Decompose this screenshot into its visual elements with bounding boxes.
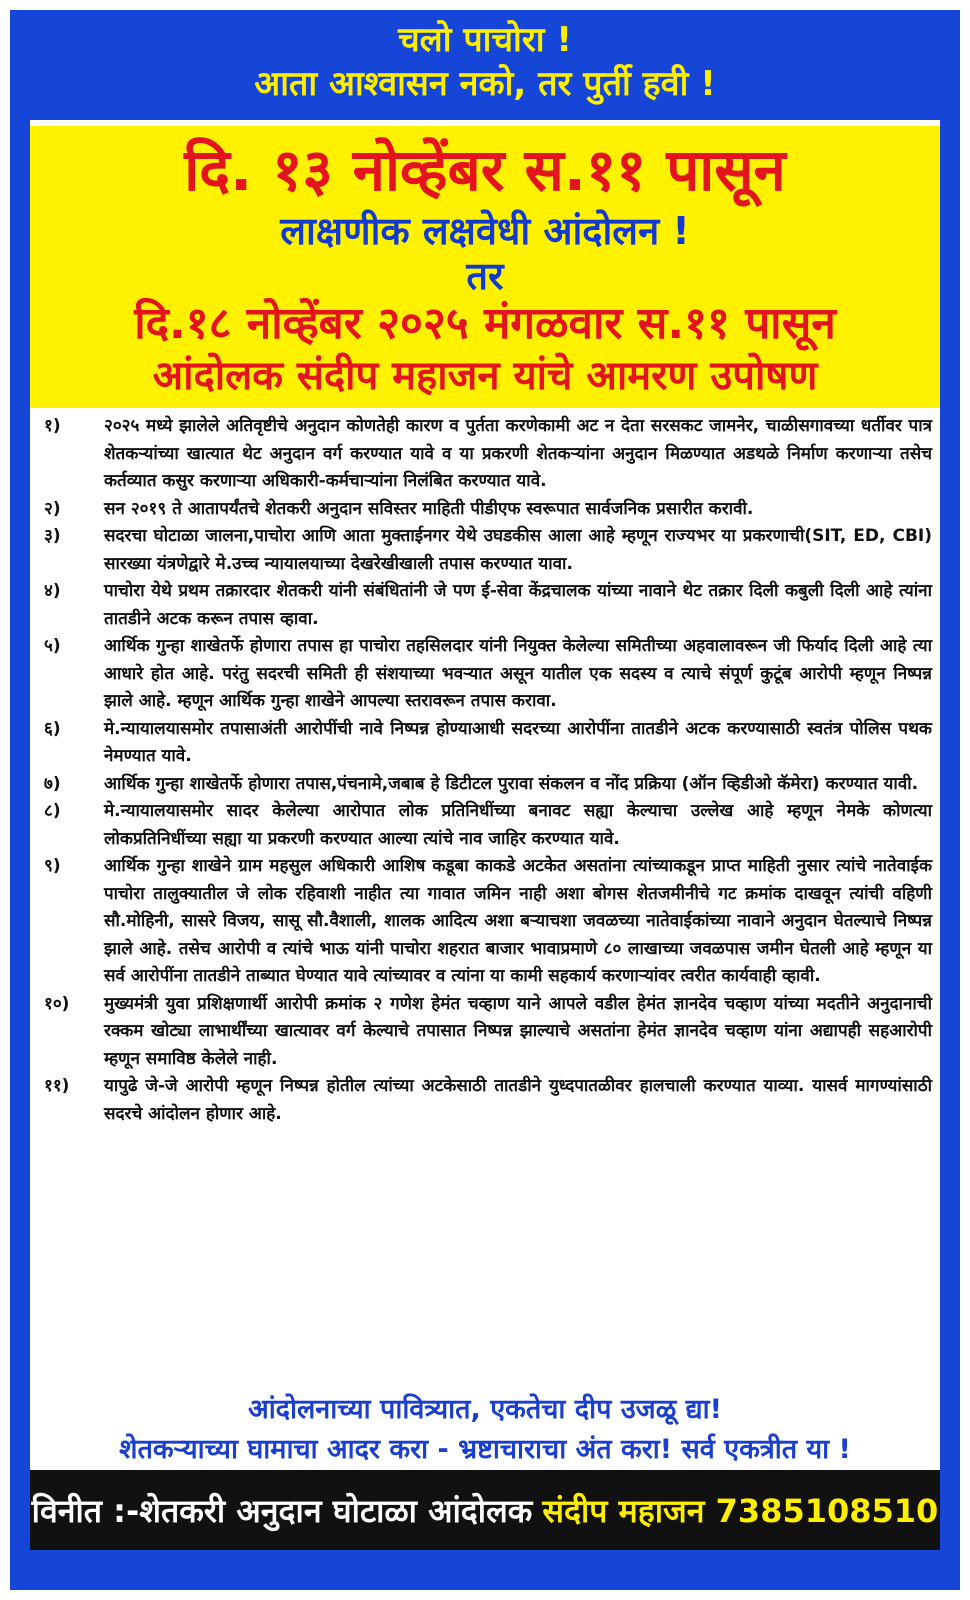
item-number: ६) <box>44 718 61 739</box>
list-item <box>36 523 936 578</box>
item-text: सदरचा घोटाळा जालना,पाचोरा आणि आता मुक्ताईनगर येथे उघडकीस आला आहे म्हणून राज्यभर या प्रकरणाची(SIT, ED, CBI) सारख्या यंत्रणेद्वारे मे.उच्च न्यायालयाच्या देखरेखीखाली तपास करण्यात यावा. <box>104 526 932 574</box>
item-number: ११) <box>44 1076 70 1096</box>
list-item <box>36 853 936 991</box>
list-item <box>36 771 936 799</box>
header-line-1: चलो पाचोरा ! <box>398 20 572 60</box>
list-item <box>36 1073 936 1128</box>
list-item <box>36 633 936 716</box>
demands-list <box>36 413 936 1128</box>
banner-then: तर <box>466 254 504 298</box>
list-item <box>36 578 936 633</box>
item-text: सन २०१९ ते आतापर्यंतचे शेतकरी अनुदान सविस्तर माहिती पीडीएफ स्वरूपात सार्वजनिक प्रसारीत करावी. <box>104 498 754 519</box>
list-item <box>36 413 936 496</box>
footer-signature <box>30 1470 940 1550</box>
footer-name-phone: संदीप महाजन 7385108510 <box>542 1491 939 1530</box>
banner-hunger-strike: आंदोलक संदीप महाजन यांचे आमरण उपोषण <box>152 353 818 399</box>
item-number: २) <box>44 498 61 519</box>
list-item <box>36 991 936 1074</box>
slogan-line-1: आंदोलनाच्या पावित्र्यात, एकतेचा दीप उजळू द्या! <box>248 1394 722 1425</box>
banner-date-2: दि.१८ नोव्हेंबर २०२५ मंगळवार स.११ पासून <box>134 298 836 349</box>
item-text: आर्थिक गुन्हा शाखेतर्फे होणारा तपास,पंचनामे,जबाब हे डिटीटल पुरावा संकलन व नोंद प्रक्रिया (ऑन व्हिडीओ कॅमेरा) करण्यात यावी. <box>104 773 919 794</box>
header-line-2: आता आश्वासन नको, तर पुर्ती हवी ! <box>254 64 716 104</box>
list-item <box>36 496 936 524</box>
poster-header <box>0 18 970 106</box>
item-text: आर्थिक गुन्हा शाखेतर्फे होणारा तपास हा पाचोरा तहसिलदार यांनी नियुक्त केलेल्या समितीच्या अहवालावरून जी फिर्याद दिली आहे त्या आधारे होत आहे. परंतु सदरची समिती ही संशयाच्या भवऱ्यात असून यातील एक सदस्य व त्याचे संपूर्ण कुटूंब आरोपी म्हणून निष्पन्न झाले आहे. म्हणून आर्थिक गुन्हा शाखेने आपल्या स्तरावरून तपास करावा. <box>104 636 932 711</box>
list-item <box>36 716 936 771</box>
item-text: मुख्यमंत्री युवा प्रशिक्षणार्थी आरोपी क्रमांक २ गणेश हेमंत चव्हाण याने आपले वडील हेमंत ज्ञानदेव चव्हाण यांच्या मदतीने अनुदानाची रक्कम खोट्या लाभार्थींच्या खात्यावर वर्ग केल्याचे तपासात निष्पन्न झाल्याचे असतांना हेमंत ज्ञानदेव चव्हाण यांना अद्यापही सहआरोपी म्हणून समाविष्ठ केलेले नाही. <box>104 993 932 1069</box>
item-text: पाचोरा येथे प्रथम तक्रारदार शेतकरी यांनी संबंधितांनी जे पण ई-सेवा केंद्रचालक यांच्या नावाने थेट तक्रार दिली कबुली दिली आहे त्यांना तातडीने अटक करून तपास व्हावा. <box>104 581 932 629</box>
item-text: आर्थिक गुन्हा शाखेने ग्राम महसुल अधिकारी आशिष कडूबा काकडे अटकेत असतांना त्यांच्याकडून प्राप्त माहिती नुसार त्यांचे नातेवाईक पाचोरा तालुक्यातील जे लोक रहिवाशी नाहीत त्या गावात जमिन नाही अशा बोगस शेतजमीनीचे गट क्रमांक दाखवून त्यांची वहिणी सौ.मोहिनी, सासरे विजय, सासू सौ.वैशाली, शालक आदित्य अशा बऱ्याचशा जवळच्या नातेवाईकांच्या नावाने अनुदान घेतल्याचे निष्पन्न झाले आहे. तसेच आरोपी व त्यांचे भाऊ यांनी पाचोरा शहरात बाजार भावाप्रमाणे ८० लाखाच्या जवळपास जमीन घेतली आहे म्हणून या सर्व आरोपींना तातडीने ताब्यात घेण्यात यावे त्यांच्यावर व त्यांना या कामी सहकार्य करणाऱ्यांवर त्वरीत कार्यवाही व्हावी. <box>104 856 932 986</box>
item-number: ७) <box>44 773 61 794</box>
item-number: १०) <box>44 993 70 1014</box>
item-number: ९) <box>44 856 61 876</box>
item-number: ५) <box>44 636 61 656</box>
item-number: १) <box>44 416 61 436</box>
item-number: ३) <box>44 526 61 546</box>
item-text: मे.न्यायालयासमोर सादर केलेल्या आरोपात लोक प्रतिनिधींच्या बनावट सह्या केल्याचा उल्लेख आहे म्हणून नेमके कोणत्या लोकप्रतिनिधींच्या सह्या या प्रकरणी करण्यात आल्या त्यांचे नाव जाहिर करण्यात यावे. <box>104 801 932 849</box>
announcement-banner <box>30 126 940 408</box>
list-item <box>36 798 936 853</box>
slogan-line-2: शेतकऱ्याच्या घामाचा आदर करा - भ्रष्टाचाराचा अंत करा! सर्व एकत्रीत या ! <box>119 1434 851 1465</box>
banner-subtitle: लाक्षणीक लक्षवेधी आंदोलन ! <box>280 209 690 253</box>
footer-prefix: विनीत :-शेतकरी अनुदान घोटाळा आंदोलक <box>31 1491 533 1530</box>
item-text: २०२५ मध्ये झालेले अतिवृष्टीचे अनुदान कोणतेही कारण व पुर्तता करणेकामी अट न देता सरसकट जामनेर, चाळीसगावच्या धर्तीवर पात्र शेतकऱ्यांच्या खात्यात थेट अनुदान वर्ग करण्यात यावे व या प्रकरणी शेतकऱ्यांना अनुदान मिळण्यात अडथळे निर्माण करणाऱ्या तसेच कर्तव्यात कसुर करणाऱ्या अधिकारी-कर्मचाऱ्यांना निलंबित करण्यात यावे. <box>104 416 932 491</box>
item-number: ८) <box>44 801 61 821</box>
item-text: यापुढे जे-जे आरोपी म्हणून निष्पन्न होतील त्यांच्या अटकेसाठी तातडीने युध्दपातळीवर हालचाली करण्यात याव्या. यासर्व मागण्यांसाठी सदरचे आंदोलन होणार आहे. <box>104 1076 932 1124</box>
banner-date-1: दि. १३ नोव्हेंबर स.११ पासून <box>184 136 786 204</box>
item-text: मे.न्यायालयासमोर तपासाअंती आरोपींची नावे निष्पन्न होण्याआधी सदरच्या आरोपींना तातडीने अटक करण्यासाठी स्वतंत्र पोलिस पथक नेमण्यात यावे. <box>104 718 932 766</box>
item-number: ४) <box>44 581 61 601</box>
